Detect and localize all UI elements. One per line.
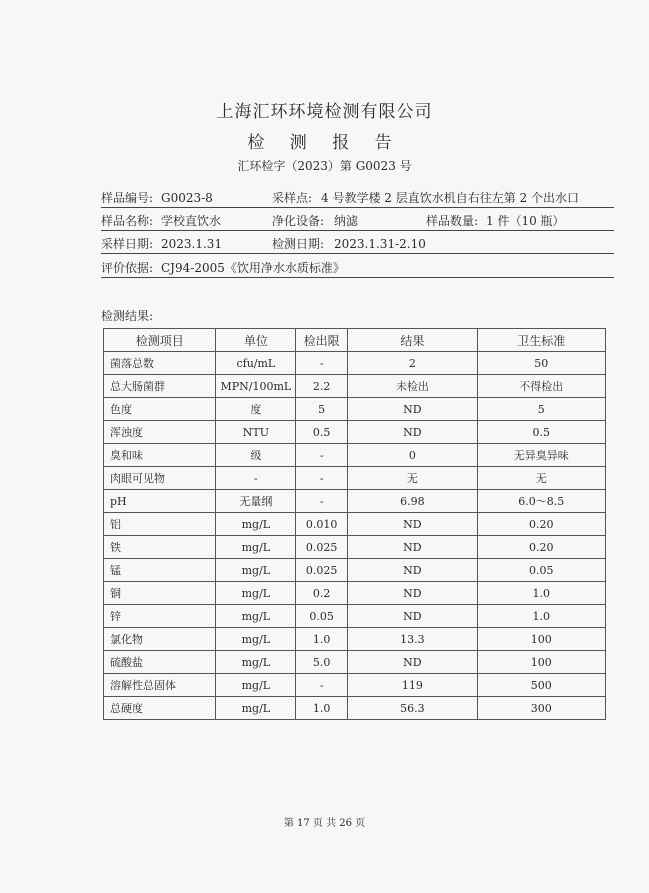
cell-limit: -: [296, 444, 348, 467]
table-row: [104, 697, 606, 720]
basis-label: 评价依据:: [101, 261, 154, 275]
cell-unit: mg/L: [216, 513, 296, 536]
cell-limit: -: [296, 490, 348, 513]
sample-date-label: 采样日期:: [101, 237, 154, 251]
cell-unit: NTU: [216, 421, 296, 444]
cell-unit: 无量纲: [216, 490, 296, 513]
table-row: [104, 421, 606, 444]
results-label: 检测结果:: [101, 309, 154, 323]
basis-value: CJ94-2005《饮用净水水质标准》: [161, 261, 345, 275]
cell-limit: -: [296, 674, 348, 697]
table-row: [104, 674, 606, 697]
cell-standard: 5: [477, 398, 605, 421]
cell-unit: -: [216, 467, 296, 490]
header-detection-limit: 检出限: [296, 329, 348, 352]
report-number: 汇环检字（2023）第 G0023 号: [237, 159, 412, 173]
cell-unit: 级: [216, 444, 296, 467]
cell-result: ND: [348, 513, 477, 536]
cell-item: 铁: [104, 536, 216, 559]
cell-limit: 1.0: [296, 697, 348, 720]
cell-result: ND: [348, 398, 477, 421]
cell-unit: MPN/100mL: [216, 375, 296, 398]
cell-limit: -: [296, 467, 348, 490]
header-item: 检测项目: [104, 329, 216, 352]
cell-result: ND: [348, 559, 477, 582]
cell-result: 无: [348, 467, 477, 490]
table-row: [104, 352, 606, 375]
table-row: [104, 605, 606, 628]
cell-result: ND: [348, 605, 477, 628]
cell-item: 硫酸盐: [104, 651, 216, 674]
qty-value: 1 件（10 瓶）: [486, 214, 565, 228]
table-row: [104, 628, 606, 651]
cell-standard: 无: [477, 467, 605, 490]
cell-limit: 0.05: [296, 605, 348, 628]
cell-item: 氯化物: [104, 628, 216, 651]
cell-result: ND: [348, 421, 477, 444]
cell-item: 锌: [104, 605, 216, 628]
cell-item: 总大肠菌群: [104, 375, 216, 398]
cell-result: 0: [348, 444, 477, 467]
table-row: [104, 444, 606, 467]
cell-item: 锰: [104, 559, 216, 582]
test-date-label: 检测日期:: [272, 237, 325, 251]
cell-standard: 500: [477, 674, 605, 697]
cell-standard: 0.20: [477, 536, 605, 559]
cell-unit: mg/L: [216, 536, 296, 559]
sample-point-value: 4 号教学楼 2 层直饮水机自右往左第 2 个出水口: [321, 191, 579, 205]
cell-standard: 不得检出: [477, 375, 605, 398]
info-line-basis: [101, 261, 614, 278]
table-row: [104, 375, 606, 398]
cell-result: 56.3: [348, 697, 477, 720]
cell-result: 6.98: [348, 490, 477, 513]
cell-limit: 0.010: [296, 513, 348, 536]
cell-unit: mg/L: [216, 582, 296, 605]
cell-standard: 0.5: [477, 421, 605, 444]
cell-limit: 5: [296, 398, 348, 421]
cell-item: 菌落总数: [104, 352, 216, 375]
cell-standard: 0.20: [477, 513, 605, 536]
cell-item: 总硬度: [104, 697, 216, 720]
cell-limit: 0.025: [296, 536, 348, 559]
cell-unit: mg/L: [216, 651, 296, 674]
test-date-value: 2023.1.31-2.10: [334, 237, 426, 251]
cell-unit: mg/L: [216, 559, 296, 582]
cell-standard: 50: [477, 352, 605, 375]
cell-result: 119: [348, 674, 477, 697]
purify-label: 净化设备:: [272, 214, 325, 228]
cell-limit: 0.5: [296, 421, 348, 444]
sample-name-label: 样品名称:: [101, 214, 154, 228]
page-footer: 第 17 页 共 26 页: [283, 818, 366, 829]
info-line-dates: [101, 237, 614, 254]
cell-unit: mg/L: [216, 605, 296, 628]
table-row: [104, 536, 606, 559]
cell-unit: mg/L: [216, 674, 296, 697]
results-table: [103, 328, 606, 720]
cell-unit: mg/L: [216, 697, 296, 720]
sample-no-label: 样品编号:: [101, 191, 154, 205]
cell-limit: 5.0: [296, 651, 348, 674]
cell-unit: mg/L: [216, 628, 296, 651]
cell-limit: 1.0: [296, 628, 348, 651]
cell-standard: 100: [477, 651, 605, 674]
cell-standard: 300: [477, 697, 605, 720]
table-header-row: [104, 329, 606, 352]
cell-item: 臭和味: [104, 444, 216, 467]
cell-result: ND: [348, 651, 477, 674]
company-name: 上海汇环环境检测有限公司: [216, 102, 433, 122]
cell-limit: 2.2: [296, 375, 348, 398]
header-result: 结果: [348, 329, 477, 352]
cell-limit: -: [296, 352, 348, 375]
cell-item: pH: [104, 490, 216, 513]
cell-unit: cfu/mL: [216, 352, 296, 375]
table-row: [104, 559, 606, 582]
sample-no-value: G0023-8: [161, 191, 213, 205]
header-unit: 单位: [216, 329, 296, 352]
table-row: [104, 467, 606, 490]
report-title: 检 测 报 告: [247, 133, 402, 153]
sample-date-value: 2023.1.31: [161, 237, 223, 251]
cell-limit: 0.025: [296, 559, 348, 582]
cell-item: 铜: [104, 582, 216, 605]
cell-result: 未检出: [348, 375, 477, 398]
cell-result: ND: [348, 582, 477, 605]
cell-result: 13.3: [348, 628, 477, 651]
qty-label: 样品数量:: [426, 214, 479, 228]
table-row: [104, 582, 606, 605]
cell-standard: 100: [477, 628, 605, 651]
cell-result: ND: [348, 536, 477, 559]
cell-limit: 0.2: [296, 582, 348, 605]
cell-item: 铝: [104, 513, 216, 536]
table-row: [104, 398, 606, 421]
results-body: [104, 352, 606, 720]
cell-standard: 1.0: [477, 605, 605, 628]
cell-item: 溶解性总固体: [104, 674, 216, 697]
table-row: [104, 513, 606, 536]
header-standard: 卫生标准: [477, 329, 605, 352]
cell-standard: 6.0～8.5: [477, 490, 605, 513]
info-line-sample-name: [101, 214, 614, 231]
cell-result: 2: [348, 352, 477, 375]
table-row: [104, 490, 606, 513]
cell-standard: 无异臭异味: [477, 444, 605, 467]
cell-item: 色度: [104, 398, 216, 421]
info-line-sample-no: [101, 191, 614, 208]
cell-item: 肉眼可见物: [104, 467, 216, 490]
table-row: [104, 651, 606, 674]
cell-standard: 0.05: [477, 559, 605, 582]
sample-name-value: 学校直饮水: [161, 214, 222, 228]
purify-value: 纳滤: [334, 214, 359, 228]
cell-standard: 1.0: [477, 582, 605, 605]
cell-item: 浑浊度: [104, 421, 216, 444]
sample-point-label: 采样点:: [272, 191, 313, 205]
cell-unit: 度: [216, 398, 296, 421]
